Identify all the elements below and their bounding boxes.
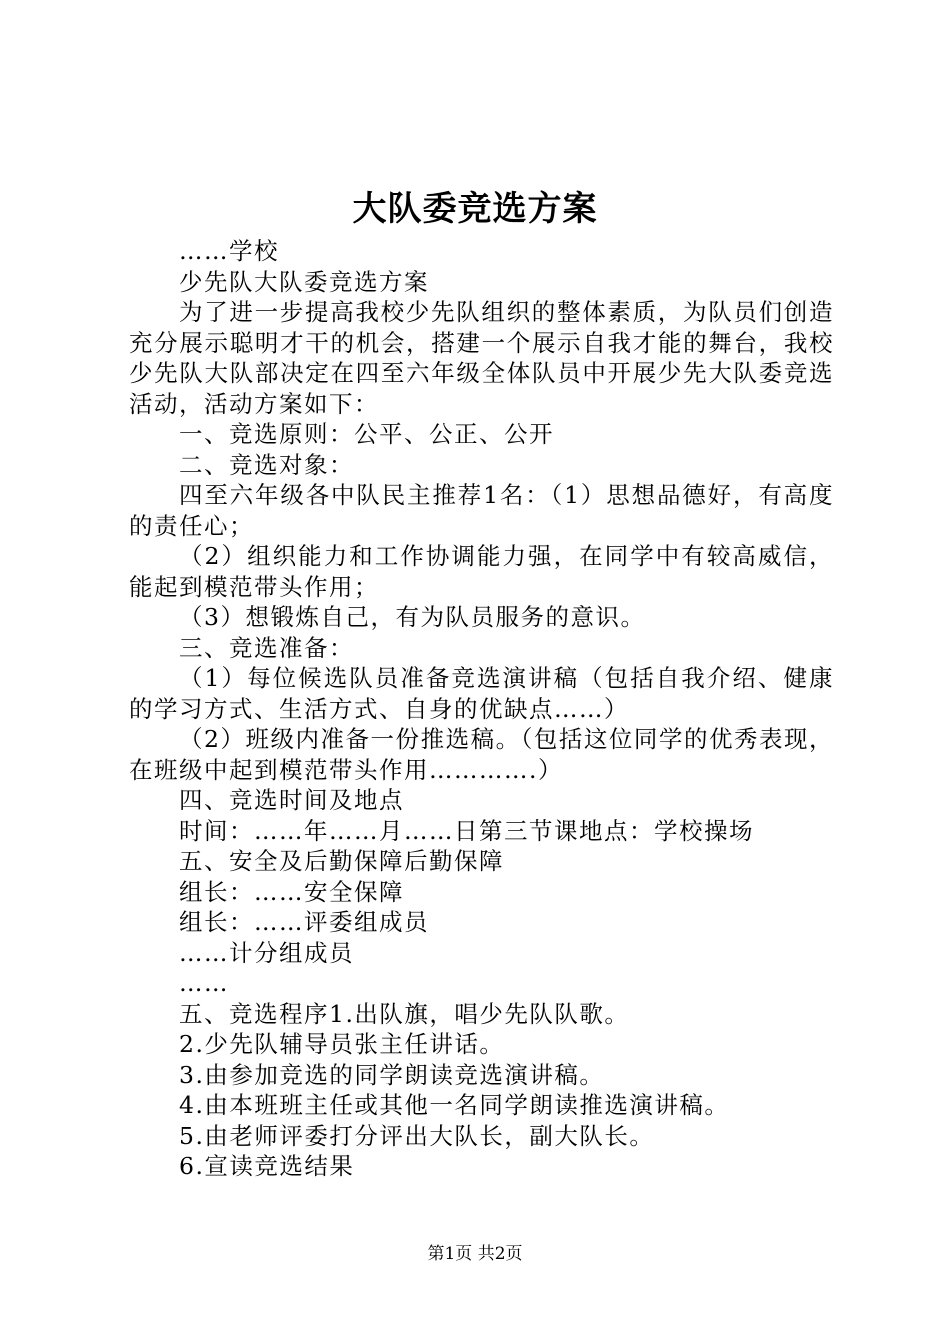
paragraph: 2.少先队辅导员张主任讲话。 — [179, 1030, 505, 1058]
paragraph: 3.由参加竞选的同学朗读竞选演讲稿。 — [179, 1060, 605, 1089]
paragraph: （1）每位候选队员准备竞选演讲稿（包括自我介绍、健康的学习方式、生活方式、自身的优缺点……） — [129, 664, 834, 723]
page-footer: 第1页 共2页 — [427, 1244, 523, 1264]
paragraph: 四至六年级各中队民主推荐1名：（1）思想品德好，有高度的责任心； — [129, 481, 834, 540]
paragraph: （3）想锻炼自己，有为队员服务的意识。 — [179, 603, 646, 631]
paragraph: 二、竞选对象： — [179, 450, 354, 479]
paragraph: 五、安全及后勤保障后勤保障 — [179, 847, 504, 875]
paragraph: 4.由本班班主任或其他一名同学朗读推选演讲稿。 — [179, 1091, 730, 1119]
paragraph: （2）班级内准备一份推选稿。（包括这位同学的优秀表现，在班级中起到模范带头作用………….） — [129, 725, 834, 784]
paragraph: 为了进一步提高我校少先队组织的整体素质，为队员们创造充分展示聪明才干的机会，搭建一个展示自我才能的舞台，我校少先队大队部决定在四至六年级全体队员中开展少先大队委竞选活动，活动方案如下： — [129, 298, 834, 418]
paragraph: 6.宣读竞选结果 — [179, 1152, 355, 1180]
paragraph: 五、竞选程序1.出队旗，唱少先队队歌。 — [179, 999, 630, 1028]
paragraph: ……学校 — [179, 237, 279, 265]
paragraph: 5.由老师评委打分评出大队长，副大队长。 — [179, 1121, 655, 1150]
paragraph: 时间：……年……月……日第三节课地点：学校操场 — [179, 816, 754, 845]
paragraph: 组长：……安全保障 — [179, 877, 404, 906]
paragraph: …… — [179, 969, 229, 997]
paragraph: 一、竞选原则：公平、公正、公开 — [179, 420, 554, 448]
paragraph: 少先队大队委竞选方案 — [179, 267, 429, 296]
paragraph: 四、竞选时间及地点 — [179, 786, 404, 814]
paragraph: 三、竞选准备： — [179, 633, 354, 662]
document-title: 大队委竞选方案 — [352, 189, 598, 229]
document-body — [129, 236, 834, 1182]
paragraph: ……计分组成员 — [179, 938, 354, 967]
paragraph: 组长：……评委组成员 — [179, 908, 429, 936]
paragraph: （2）组织能力和工作协调能力强，在同学中有较高威信，能起到模范带头作用； — [129, 542, 834, 601]
